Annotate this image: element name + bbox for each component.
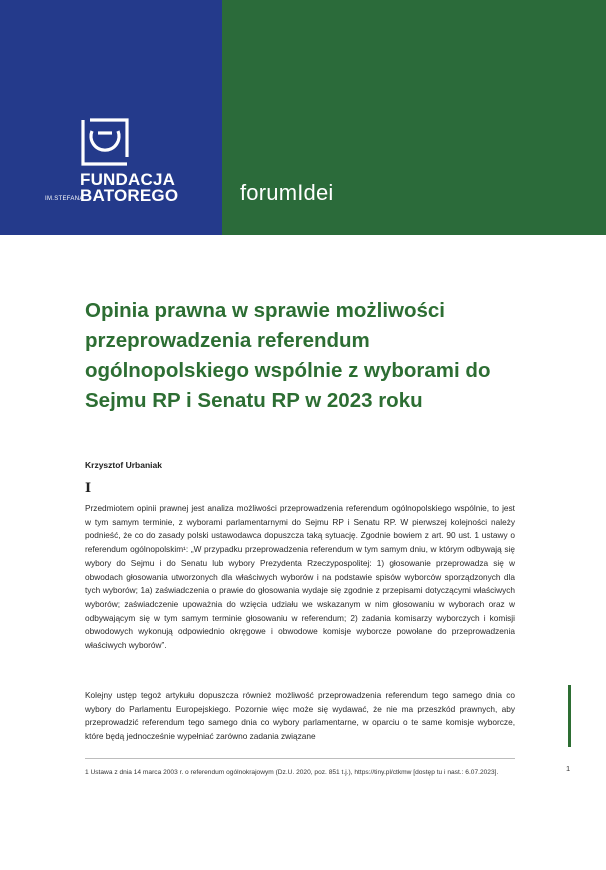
foundation-logo-text: FUNDACJA BATOREGO (80, 170, 179, 205)
paragraph-1: Przedmiotem opinii prawnej jest analiza możliwości przeprowadzenia referendum ogólnopolskiego wspólnie, to jest w tym samym terminie, z wyborami parlamentarnymi do Sejmu RP i Senatu RP. W pierwszej kolejności należy podnieść, że co do zasady polski ustawodawca dopuszcza taką sytuację. Zgodnie bowiem z art. 90 ust. 1 ustawy o referendum ogólnopolskim¹: „W przypadku przeprowadzenia referendum w tym samym dniu, w którym odbywają się wybory do Sejmu i do Senatu lub wybory Prezydenta Rzeczypospolitej: 1) głosowanie przeprowadza się w obwodach głosowania utworzonych dla właściwych wyborów i na podstawie spisów wyborców sporządzonych dla tych wyborów; 1a) zaświadczenia o prawie do głosowania wydaje się zgodnie z przepisami dotyczącymi właściwych wyborów; zaświadczenie upoważnia do wzięcia udziału we wskazanym w nim głosowaniu w wyborach oraz w odbywającym się w tym samym terminie głosowaniu w referendum; 2) zadania komisarzy wyborczych i komisji obwodowych wykonują odpowiednio okręgowe i obwodowe komisje wyborcze powołane do przeprowadzenia właściwych wyborów”. (85, 503, 515, 651)
header-blue-panel (0, 0, 222, 235)
section-number: I (85, 481, 92, 496)
document-title: Opinia prawna w sprawie możliwości przeprowadzenia referendum ogólnopolskiego wspólnie z wyborami do Sejmu RP i Senatu RP w 2023 roku (85, 299, 491, 412)
footnote-divider (85, 758, 515, 759)
foundation-logo-icon (80, 117, 130, 167)
margin-accent-bar (568, 685, 571, 747)
foundation-logo-subtitle: IM.STEFANA (45, 196, 84, 202)
author-name: Krzysztof Urbaniak (85, 460, 162, 470)
forum-idei-label: forumIdei (240, 180, 334, 205)
footnote: 1 Ustawa z dnia 14 marca 2003 r. o referendum ogólnokrajowym (Dz.U. 2020, poz. 851 t.j.), https://tiny.pl/ctkmw [dostęp tu i nast.: 6.07.2023]. (85, 769, 499, 776)
page-number: 1 (566, 764, 571, 773)
paragraph-2: Kolejny ustęp tegoż artykułu dopuszcza również możliwość przeprowadzenia referendum tego samego dnia co wybory do Parlamentu Europejskiego. Pozornie więc może się wydawać, że nie ma przeszkód prawnych, aby przeprowadzić referendum tego samego dnia co wybory parlamentarne, w oparciu o te same komisje wyborcze, które będą jednocześnie wypełniać zarówno zadania związane (85, 690, 515, 742)
